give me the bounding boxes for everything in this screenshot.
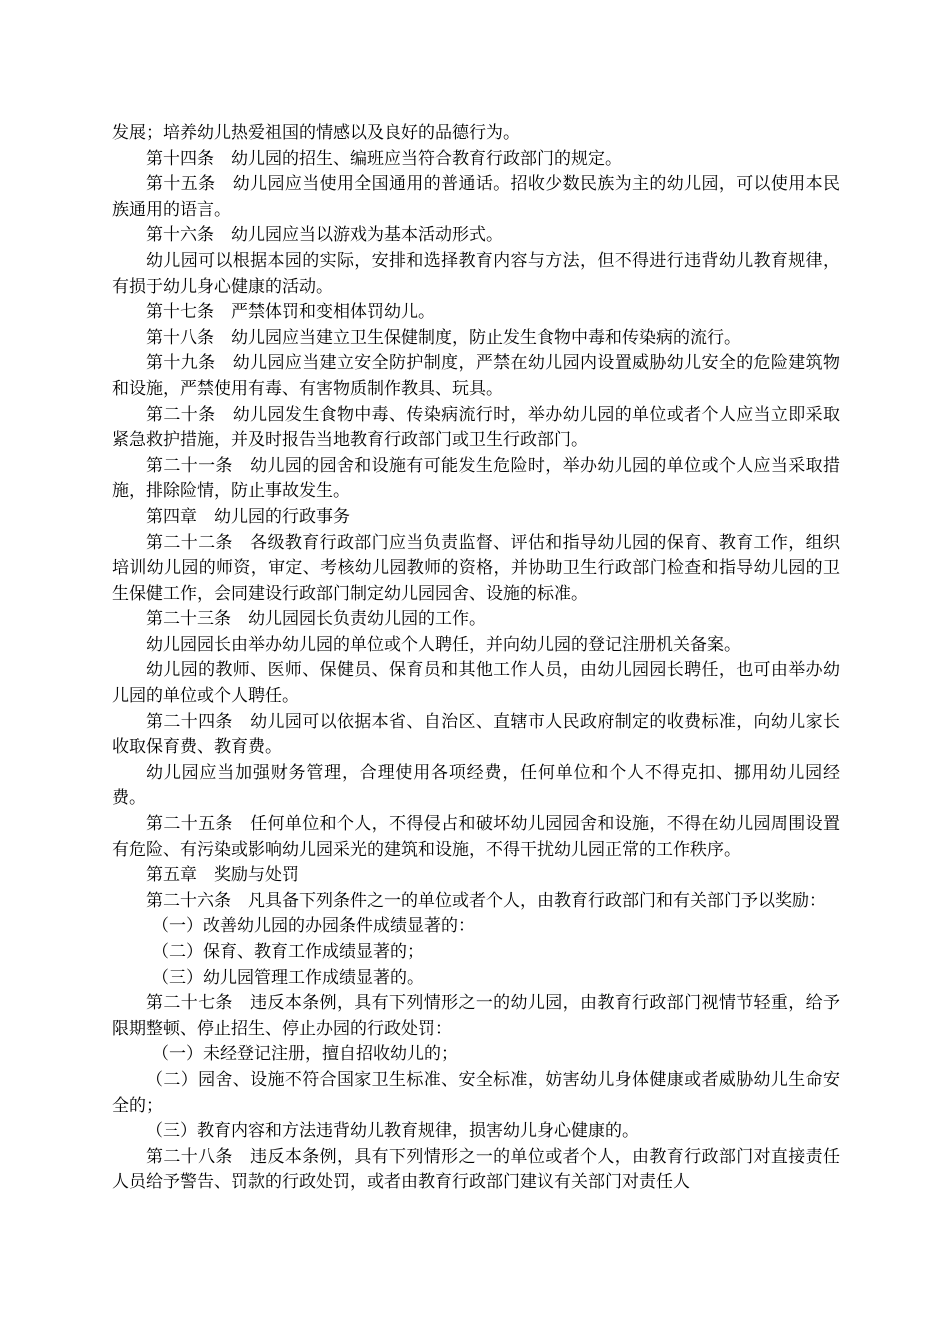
list-item: （三）幼儿园管理工作成绩显著的。 xyxy=(152,967,424,988)
article-17: 第十七条 严禁体罚和变相体罚幼儿。 xyxy=(146,302,435,323)
paragraph: 幼儿园园长由举办幼儿园的单位或个人聘任，并向幼儿园的登记注册机关备案。 xyxy=(146,634,741,655)
article-22: 第二十二条 各级教育行政部门应当负责监督、评估和指导幼儿园的保育、教育工作，组织培训幼儿园的师资，审定、考核幼儿园教师的资格，并协助卫生行政部门检查和指导幼儿园的卫生保健工作，会同建设行政部门制定幼儿园园舍、设施的标准。 xyxy=(112,532,840,604)
article-26: 第二十六条 凡具备下列条件之一的单位或者个人，由教育行政部门和有关部门予以奖励： xyxy=(146,890,826,911)
list-item: （三）教育内容和方法违背幼儿教育规律，损害幼儿身心健康的。 xyxy=(146,1121,639,1142)
list-item: （一）未经登记注册，擅自招收幼儿的； xyxy=(152,1044,458,1065)
article-19: 第十九条 幼儿园应当建立安全防护制度，严禁在幼儿园内设置威胁幼儿安全的危险建筑物和设施，严禁使用有毒、有害物质制作教具、玩具。 xyxy=(112,353,840,399)
paragraph: 幼儿园可以根据本园的实际，安排和选择教育内容与方法，但不得进行违背幼儿教育规律，有损于幼儿身心健康的活动。 xyxy=(112,250,840,297)
article-16: 第十六条 幼儿园应当以游戏为基本活动形式。 xyxy=(146,225,503,246)
list-item: （二）园舍、设施不符合国家卫生标准、安全标准，妨害幼儿身体健康或者威胁幼儿生命安全的； xyxy=(112,1069,840,1116)
article-23: 第二十三条 幼儿园园长负责幼儿园的工作。 xyxy=(146,609,486,630)
article-27: 第二十七条 违反本条例，具有下列情形之一的幼儿园，由教育行政部门视情节轻重，给予限期整顿、停止招生、停止办园的行政处罚： xyxy=(112,993,840,1039)
article-18: 第十八条 幼儿园应当建立卫生保健制度，防止发生食物中毒和传染病的流行。 xyxy=(146,327,741,348)
list-item: （二）保育、教育工作成绩显著的； xyxy=(152,942,424,962)
article-14: 第十四条 幼儿园的招生、编班应当符合教育行政部门的规定。 xyxy=(146,148,622,169)
article-21: 第二十一条 幼儿园的园舍和设施有可能发生危险时，举办幼儿园的单位或个人应当采取措施，排除险情，防止事故发生。 xyxy=(112,455,840,502)
article-15: 第十五条 幼儿园应当使用全国通用的普通话。招收少数民族为主的幼儿园，可以使用本民族通用的语言。 xyxy=(112,174,840,220)
paragraph: 幼儿园的教师、医师、保健员、保育员和其他工作人员，由幼儿园园长聘任，也可由举办幼儿园的单位或个人聘任。 xyxy=(112,660,840,707)
list-item: （一）改善幼儿园的办园条件成绩显著的： xyxy=(152,916,475,937)
article-28: 第二十八条 违反本条例，具有下列情形之一的单位或者个人，由教育行政部门对直接责任人员给予警告、罚款的行政处罚，或者由教育行政部门建议有关部门对责任人 xyxy=(112,1146,840,1193)
article-24: 第二十四条 幼儿园可以依据本省、自治区、直辖市人民政府制定的收费标准，向幼儿家长收取保育费、教育费。 xyxy=(112,711,840,758)
document-page xyxy=(112,121,840,1196)
paragraph: 发展；培养幼儿热爱祖国的情感以及良好的品德行为。 xyxy=(112,123,520,143)
article-20: 第二十条 幼儿园发生食物中毒、传染病流行时，举办幼儿园的单位或者个人应当立即采取紧急救护措施，并及时报告当地教育行政部门或卫生行政部门。 xyxy=(112,404,840,451)
paragraph: 幼儿园应当加强财务管理，合理使用各项经费，任何单位和个人不得克扣、挪用幼儿园经费。 xyxy=(112,762,840,809)
chapter-heading: 第四章 幼儿园的行政事务 xyxy=(146,506,350,527)
article-25: 第二十五条 任何单位和个人，不得侵占和破坏幼儿园园舍和设施，不得在幼儿园周围设置有危险、有污染或影响幼儿园采光的建筑和设施，不得干扰幼儿园正常的工作秩序。 xyxy=(112,814,840,860)
chapter-heading: 第五章 奖励与处罚 xyxy=(146,865,299,886)
